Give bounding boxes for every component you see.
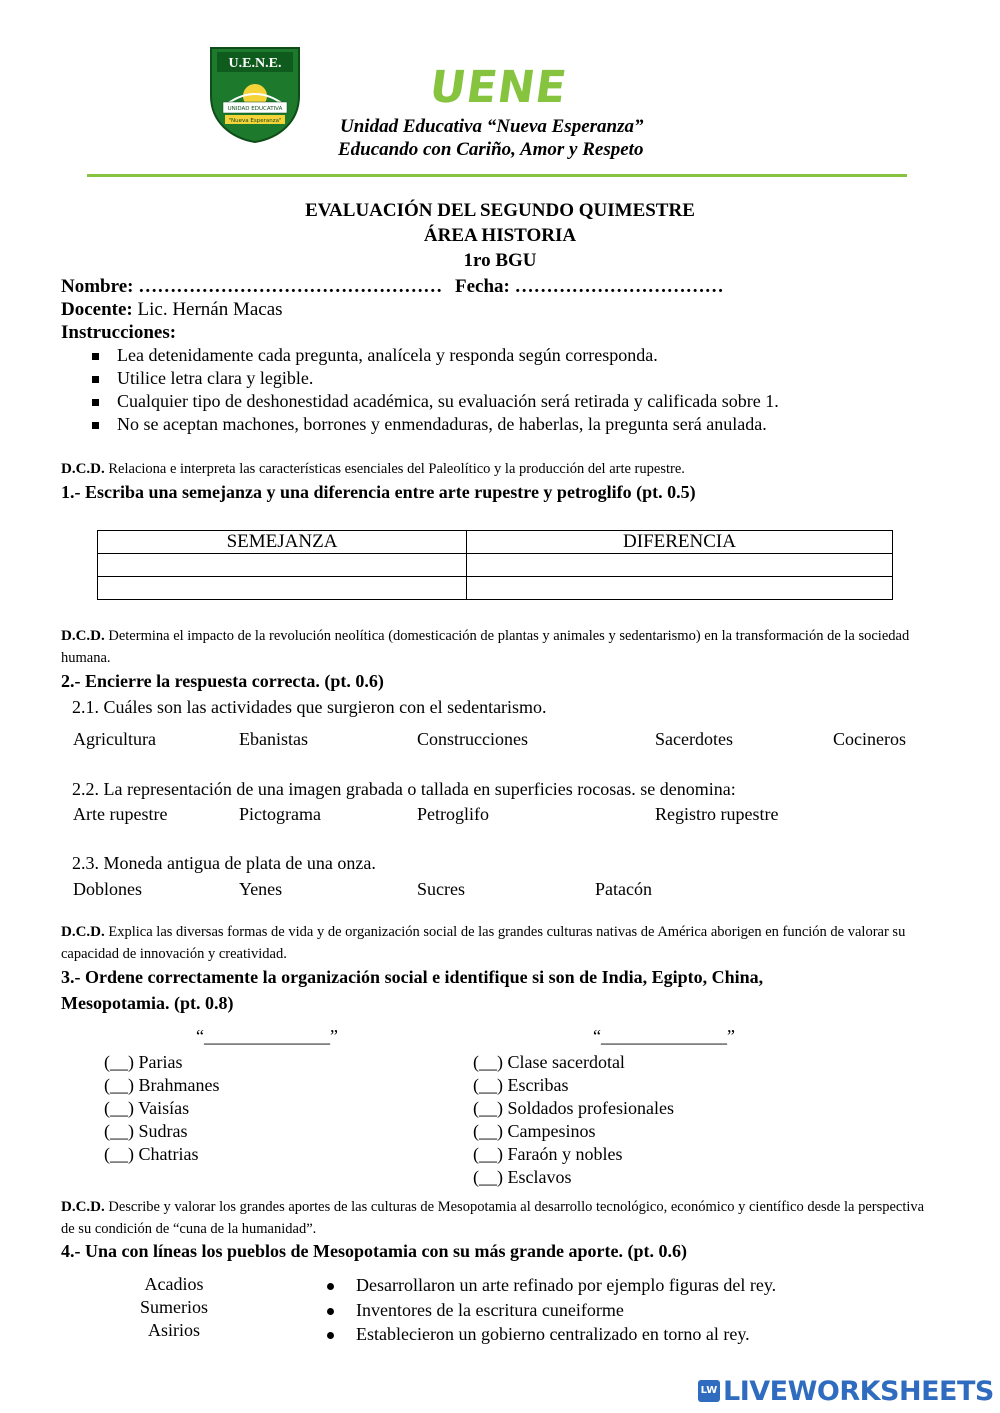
q3-left-blank-heading[interactable]: “______________” bbox=[196, 1026, 338, 1046]
q3-right-item[interactable]: (__) Esclavos bbox=[473, 1167, 572, 1187]
exam-grade: 1ro BGU bbox=[463, 250, 537, 271]
school-name: Unidad Educativa “Nueva Esperanza” bbox=[340, 116, 644, 137]
teacher-line bbox=[61, 299, 283, 321]
name-dots[interactable]: ………………………………………… bbox=[138, 276, 443, 297]
q4-dcd: D.C.D. Describe y valorar los grandes aportes de las culturas de Mesopotamia al desarrollo tecnológico, económico y científico desde la perspectiva de su condición de “cuna de la humanidad”. bbox=[61, 1199, 925, 1237]
q3-right-item[interactable]: (__) Campesinos bbox=[473, 1121, 596, 1141]
header-divider bbox=[87, 174, 907, 177]
q1-answer-cell[interactable] bbox=[467, 554, 893, 577]
school-motto: Educando con Cariño, Amor y Respeto bbox=[338, 139, 644, 160]
exam-title: EVALUACIÓN DEL SEGUNDO QUIMESTRE bbox=[305, 200, 695, 221]
q3-right-item[interactable]: (__) Clase sacerdotal bbox=[473, 1052, 625, 1072]
q3-title-line2: Mesopotamia. (pt. 0.8) bbox=[61, 993, 234, 1013]
q2-1-option[interactable]: Construcciones bbox=[417, 729, 528, 749]
seal-middle-text: UNIDAD EDUCATIVA bbox=[227, 106, 283, 112]
q1-col-semejanza: SEMEJANZA bbox=[98, 531, 467, 554]
q3-left-item[interactable]: (__) Sudras bbox=[104, 1121, 188, 1141]
q2-2-option[interactable]: Registro rupestre bbox=[655, 804, 779, 824]
q1-answer-cell[interactable] bbox=[467, 577, 893, 600]
q4-people-item[interactable]: Asirios bbox=[147, 1320, 200, 1340]
q1-dcd: D.C.D. Relaciona e interpreta las características esenciales del Paleolítico y la producción del arte rupestre. bbox=[61, 461, 685, 477]
q2-1-option[interactable]: Sacerdotes bbox=[655, 729, 733, 749]
instruction-item: Utilice letra clara y legible. bbox=[92, 368, 313, 389]
q2-3-option[interactable]: Sucres bbox=[417, 879, 465, 899]
date-label: Fecha: bbox=[454, 276, 510, 297]
q2-2-question: 2.2. La representación de una imagen grabada o tallada en superficies rocosas. se denomina: bbox=[72, 779, 736, 799]
school-seal-logo bbox=[207, 44, 303, 144]
q2-1-option[interactable]: Agricultura bbox=[73, 729, 156, 749]
q2-2-option[interactable]: Petroglifo bbox=[417, 804, 489, 824]
seal-bottom-text: "Nueva Esperanza" bbox=[228, 118, 282, 124]
q2-3-option[interactable]: Doblones bbox=[73, 879, 142, 899]
q1-col-diferencia: DIFERENCIA bbox=[467, 531, 893, 554]
q2-title: 2.- Encierre la respuesta correcta. (pt. 0.6) bbox=[61, 671, 384, 691]
q3-right-blank-heading[interactable]: “______________” bbox=[593, 1026, 735, 1046]
q4-title: 4.- Una con líneas los pueblos de Mesopotamia con su más grande aporte. (pt. 0.6) bbox=[61, 1241, 688, 1261]
school-logo-text: UENE bbox=[426, 62, 571, 113]
q3-right-item[interactable]: (__) Soldados profesionales bbox=[473, 1098, 674, 1118]
q1-answer-cell[interactable] bbox=[98, 554, 467, 577]
q2-2-option[interactable]: Pictograma bbox=[239, 804, 321, 824]
q4-contribution-item[interactable]: Desarrollaron un arte refinado por ejemplo figuras del rey. bbox=[327, 1275, 776, 1296]
liveworksheets-badge-icon: LW bbox=[698, 1380, 720, 1402]
q2-1-question: 2.1. Cuáles son las actividades que surgieron con el sedentarismo. bbox=[72, 697, 547, 717]
q2-3-option[interactable]: Patacón bbox=[595, 879, 652, 899]
liveworksheets-watermark: LIVEWORKSHEETS bbox=[723, 1376, 994, 1407]
q3-left-item[interactable]: (__) Chatrias bbox=[104, 1144, 199, 1164]
q3-dcd: D.C.D. Explica las diversas formas de vida y de organización social de las grandes culturas nativas de América aborigen en función de valorar su capacidad de innovación y creatividad. bbox=[61, 924, 906, 962]
q3-left-item[interactable]: (__) Vaisías bbox=[104, 1098, 190, 1118]
instructions-label: Instrucciones: bbox=[61, 322, 177, 343]
q4-contribution-item[interactable]: Inventores de la escritura cuneiforme bbox=[327, 1300, 624, 1321]
q4-people-item[interactable]: Sumerios bbox=[139, 1297, 208, 1317]
q3-left-item[interactable]: (__) Parias bbox=[104, 1052, 183, 1072]
teacher-label: Docente: bbox=[61, 299, 133, 320]
q2-2-option[interactable]: Arte rupestre bbox=[73, 804, 168, 824]
exam-subject: ÁREA HISTORIA bbox=[423, 225, 577, 246]
q2-1-option[interactable]: Cocineros bbox=[833, 729, 906, 749]
q1-answer-cell[interactable] bbox=[98, 577, 467, 600]
instruction-item: No se aceptan machones, borrones y enmendaduras, de haberlas, la pregunta será anulada. bbox=[92, 414, 767, 435]
q3-right-item[interactable]: (__) Faraón y nobles bbox=[473, 1144, 623, 1164]
date-dots[interactable]: …………………………… bbox=[514, 276, 724, 297]
q2-1-option[interactable]: Ebanistas bbox=[239, 729, 308, 749]
q2-3-option[interactable]: Yenes bbox=[239, 879, 283, 899]
q1-title: 1.- Escriba una semejanza y una diferencia entre arte rupestre y petroglifo (pt. 0.5) bbox=[61, 482, 696, 502]
q4-contribution-item[interactable]: Establecieron un gobierno centralizado en torno al rey. bbox=[327, 1324, 750, 1345]
q2-3-question: 2.3. Moneda antigua de plata de una onza. bbox=[72, 853, 376, 873]
teacher-name: Lic. Hernán Macas bbox=[137, 299, 283, 320]
name-line[interactable] bbox=[61, 276, 724, 298]
seal-top-text: U.E.N.E. bbox=[228, 56, 282, 71]
q3-left-item[interactable]: (__) Brahmanes bbox=[104, 1075, 220, 1095]
q2-dcd: D.C.D. Determina el impacto de la revolución neolítica (domesticación de plantas y animales y sedentarismo) en la transformación de la sociedad humana. bbox=[61, 628, 910, 666]
q3-title-line1: 3.- Ordene correctamente la organización social e identifique si son de India, Egipto, China, bbox=[61, 967, 764, 987]
name-label: Nombre: bbox=[61, 276, 134, 297]
q1-answer-table bbox=[97, 530, 893, 600]
q3-right-item[interactable]: (__) Escribas bbox=[473, 1075, 569, 1095]
q4-people-item[interactable]: Acadios bbox=[144, 1274, 204, 1294]
instruction-item: Cualquier tipo de deshonestidad académica, su evaluación será retirada y calificada sobre 1. bbox=[92, 391, 779, 412]
instruction-item: Lea detenidamente cada pregunta, analícela y responda según corresponda. bbox=[92, 345, 658, 366]
